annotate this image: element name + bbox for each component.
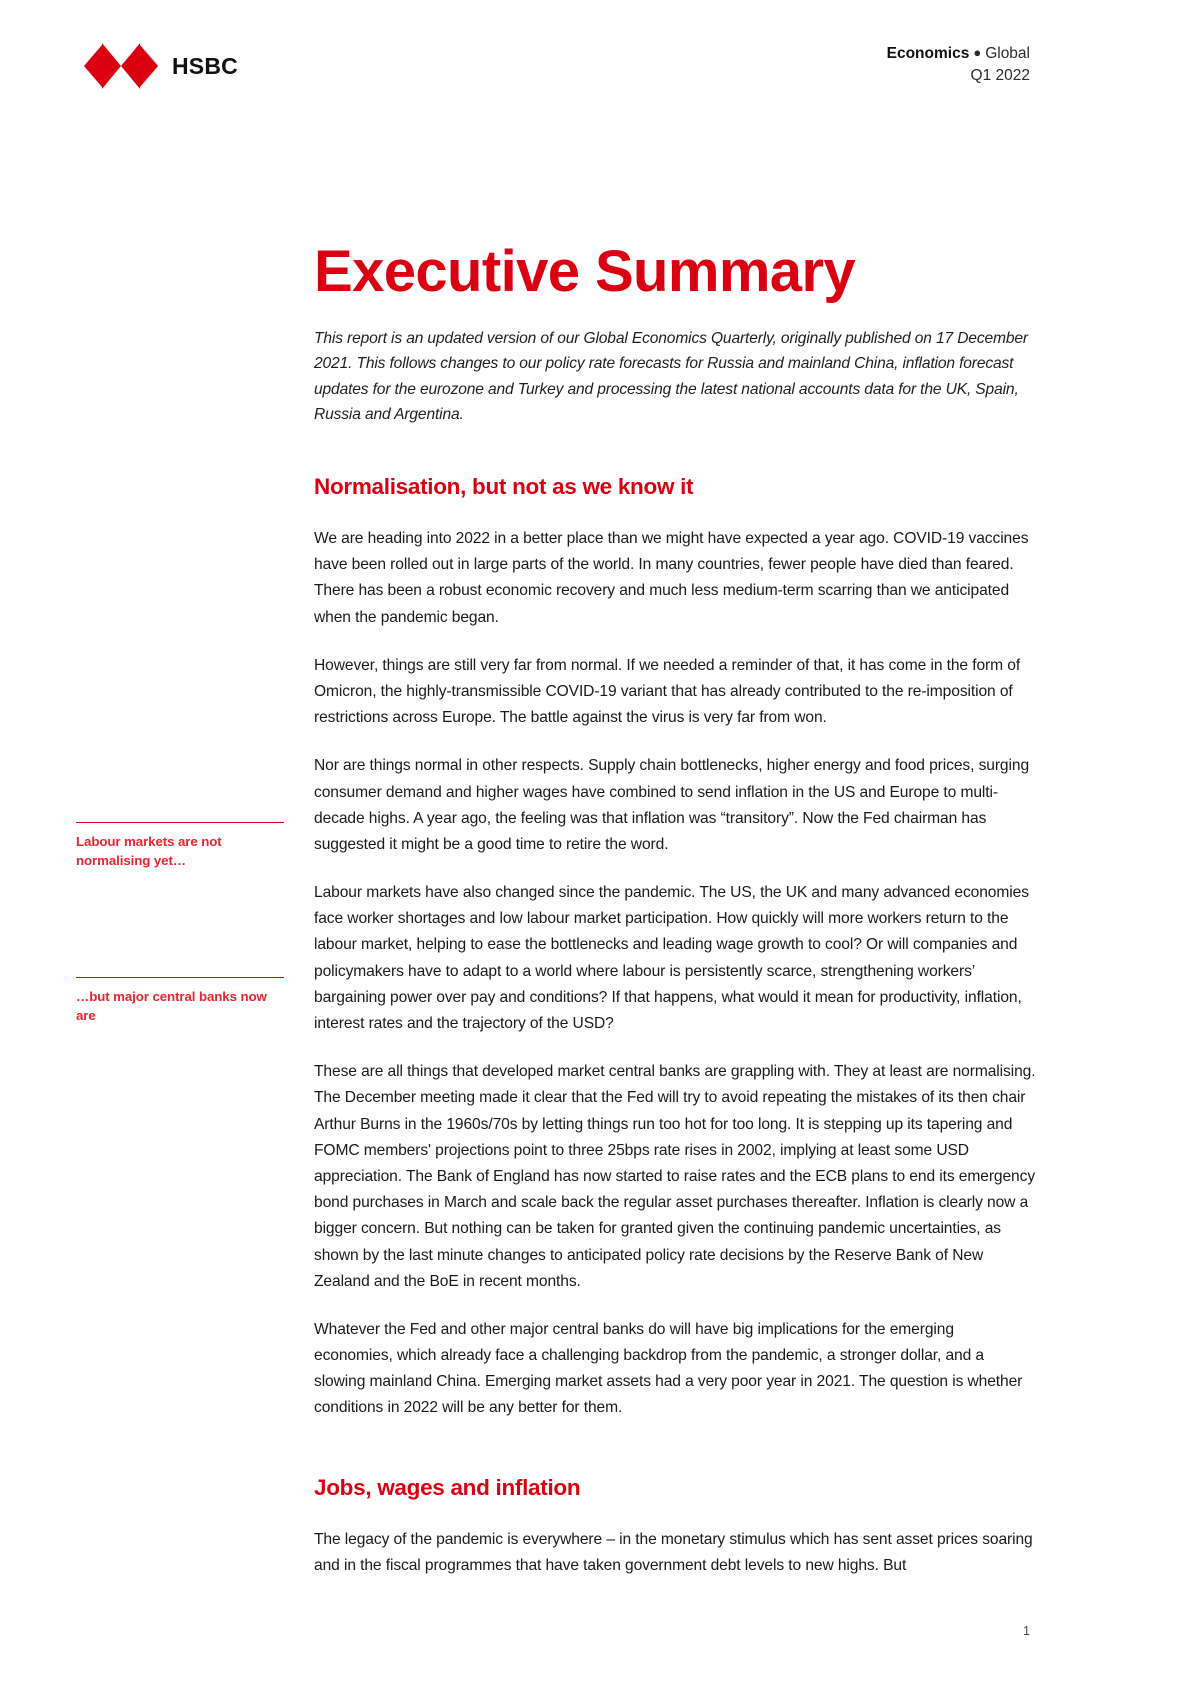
header-category: Economics	[886, 45, 970, 62]
intro-paragraph: This report is an updated version of our Global Economics Quarterly, originally published on 17 December 2021. This follows changes to our policy rate forecasts for Russia and mainland China, inflation forecast updates for the eurozone and Turkey and processing the latest national accounts data for the UK, Spain, Russia and Argentina.	[314, 330, 1028, 423]
paragraph: However, things are still very far from normal. If we needed a reminder of that, it has come in the form of Omicron, the highly-transmissible COVID-19 variant that has already contributed to the re-imposition of restrictions across Europe. The battle against the virus is very far from won.	[314, 656, 1021, 727]
hsbc-logo	[84, 43, 238, 89]
paragraph: Nor are things normal in other respects. Supply chain bottlenecks, higher energy and food prices, surging consumer demand and higher wages have combined to send inflation in the US and Europe to multi-decade highs. A year ago, the feeling was that inflation was “transitory”. Now the Fed chairman has suggested it might be a good time to retire the word.	[314, 757, 1030, 853]
header-meta	[887, 43, 1030, 88]
page-number: 1	[1023, 1624, 1030, 1638]
main-text-column	[314, 326, 1036, 1601]
hsbc-wordmark: HSBC	[172, 52, 238, 79]
section-heading-normalisation: Normalisation, but not as we know it	[314, 474, 694, 499]
page-header	[0, 38, 1200, 98]
paragraph: The legacy of the pandemic is everywhere – in the monetary stimulus which has sent asset prices soaring and in the fiscal programmes that have taken government debt levels to new highs. But	[314, 1530, 1033, 1574]
paragraph: We are heading into 2022 in a better place than we might have expected a year ago. COVID-19 vaccines have been rolled out in large parts of the world. In many countries, fewer people have died than feared. There has been a robust economic recovery and much less medium-term scarring than we anticipated when the pandemic began.	[314, 530, 1029, 626]
page-title: Executive Summary	[314, 238, 856, 304]
section-heading-jobs-wages-inflation: Jobs, wages and inflation	[314, 1474, 581, 1500]
paragraph: Labour markets have also changed since the pandemic. The US, the UK and many advanced economies face worker shortages and low labour market participation. How quickly will more workers return to the labour market, helping to ease the bottlenecks and leading wage growth to cool? Or will companies and policymakers have to adapt to a world where labour is persistently scarce, strengthening workers’ bargaining power over pay and conditions? If that happens, what would it mean for productivity, inflation, interest rates and the trajectory of the USD?	[314, 884, 1029, 1032]
header-period: Q1 2022	[970, 67, 1030, 85]
margin-note-labour-markets: Labour markets are not normalising yet…	[76, 822, 284, 871]
header-region: Global	[985, 45, 1030, 62]
paragraph: Whatever the Fed and other major central banks do will have big implications for the emerging economies, which already face a challenging backdrop from the pandemic, a stronger dollar, and a slowing mainland China. Emerging market assets had a very poor year in 2021. The question is whether conditions in 2022 will be any better for them.	[314, 1320, 1023, 1417]
hsbc-hexagon-logo-icon	[84, 43, 158, 89]
header-bullet-separator: ●	[973, 45, 982, 60]
margin-note-central-banks: …but major central banks now are	[76, 977, 284, 1026]
header-category-region	[887, 43, 1030, 65]
paragraph: These are all things that developed market central banks are grappling with. They at least are normalising. The December meeting made it clear that the Fed will try to avoid repeating the mistakes of its then chair Arthur Burns in the 1960s/70s by letting things run too hot for too long. It is stepping up its tapering and FOMC members' projections point to three 25bps rate rises in 2002, implying at least some USD appreciation. The Bank of England has now started to raise rates and the ECB plans to end its emergency bond purchases in March and scale back the regular asset purchases thereafter. Inflation is clearly now a bigger concern. But nothing can be taken for granted given the continuing pandemic uncertainties, as shown by the last minute changes to anticipated policy rate decisions by the Reserve Bank of New Zealand and the BoE in recent months.	[314, 1063, 1036, 1290]
